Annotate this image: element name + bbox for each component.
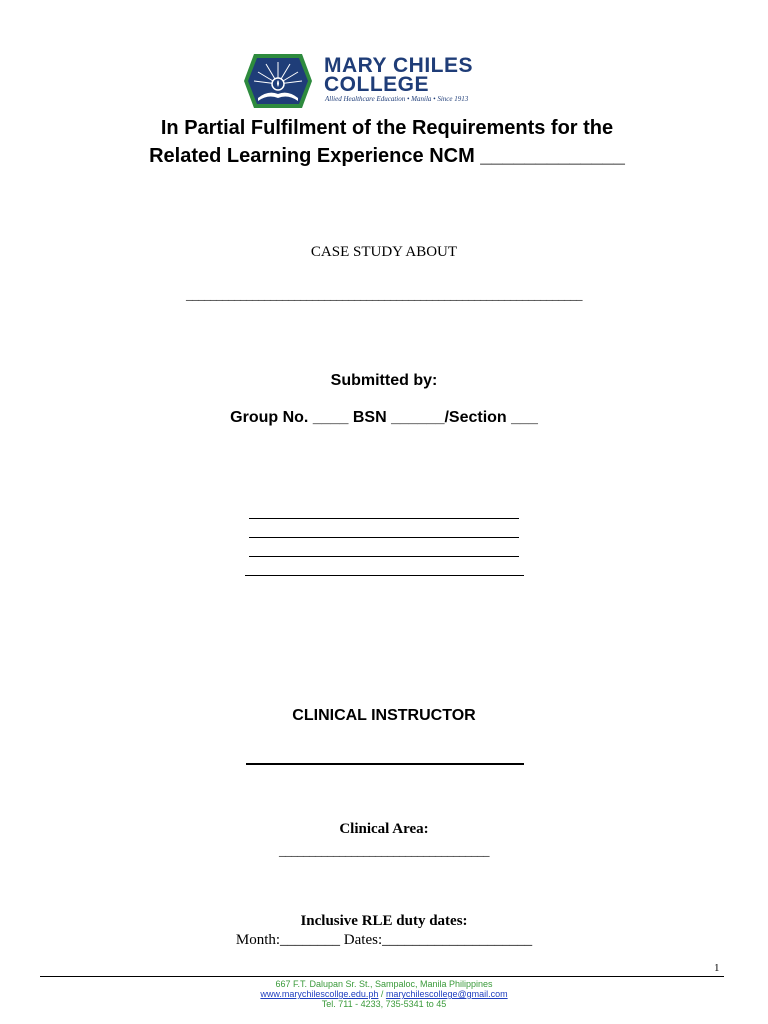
member-name-line: [249, 556, 519, 557]
submitted-by-label: Submitted by:: [330, 372, 438, 389]
member-name-line: [245, 575, 524, 576]
clinical-instructor-label: CLINICAL INSTRUCTOR: [292, 707, 476, 724]
group-section-line: Group No. ____ BSN ______/Section ___: [230, 409, 538, 426]
college-logo: [244, 54, 534, 108]
heading-line2: Related Learning Experience NCM _____________: [149, 145, 625, 167]
footer-contacts: [0, 989, 768, 999]
footer-telephone: Tel. 711 - 4233, 735-5341 to 45: [321, 999, 447, 1009]
college-tagline: Allied Healthcare Education • Manila • Since 1913: [325, 95, 469, 103]
clinical-instructor-line: [246, 763, 524, 765]
month-dates-line: Month:________ Dates:____________________: [235, 932, 533, 948]
contact-separator: /: [378, 989, 386, 999]
case-study-title: CASE STUDY ABOUT: [310, 244, 458, 260]
case-study-topic-line: __________________________________________________________________: [186, 287, 582, 302]
requirements-heading: [92, 114, 682, 170]
footer-address: 667 F.T. Dalupan Sr. St., Sampaloc, Manila Philippines: [275, 979, 493, 989]
college-name: [324, 56, 473, 94]
website-link[interactable]: www.marychilescollge.edu.ph: [260, 989, 379, 999]
clinical-area-line: ___________________________________: [279, 843, 489, 858]
footer-divider: [40, 976, 724, 977]
college-name-line1: MARY CHILES: [324, 54, 474, 77]
rle-duty-dates-label: Inclusive RLE duty dates:: [300, 913, 468, 929]
heading-line1: In Partial Fulfilment of the Requirements for the: [160, 117, 614, 139]
college-name-line2: COLLEGE: [324, 73, 430, 96]
member-name-line: [249, 537, 519, 538]
clinical-area-label: Clinical Area:: [339, 821, 429, 837]
email-link[interactable]: marychilescollege@gmail.com: [385, 989, 508, 999]
member-name-line: [249, 518, 519, 519]
college-seal-icon: [244, 54, 312, 108]
page-number: 1: [714, 962, 720, 974]
